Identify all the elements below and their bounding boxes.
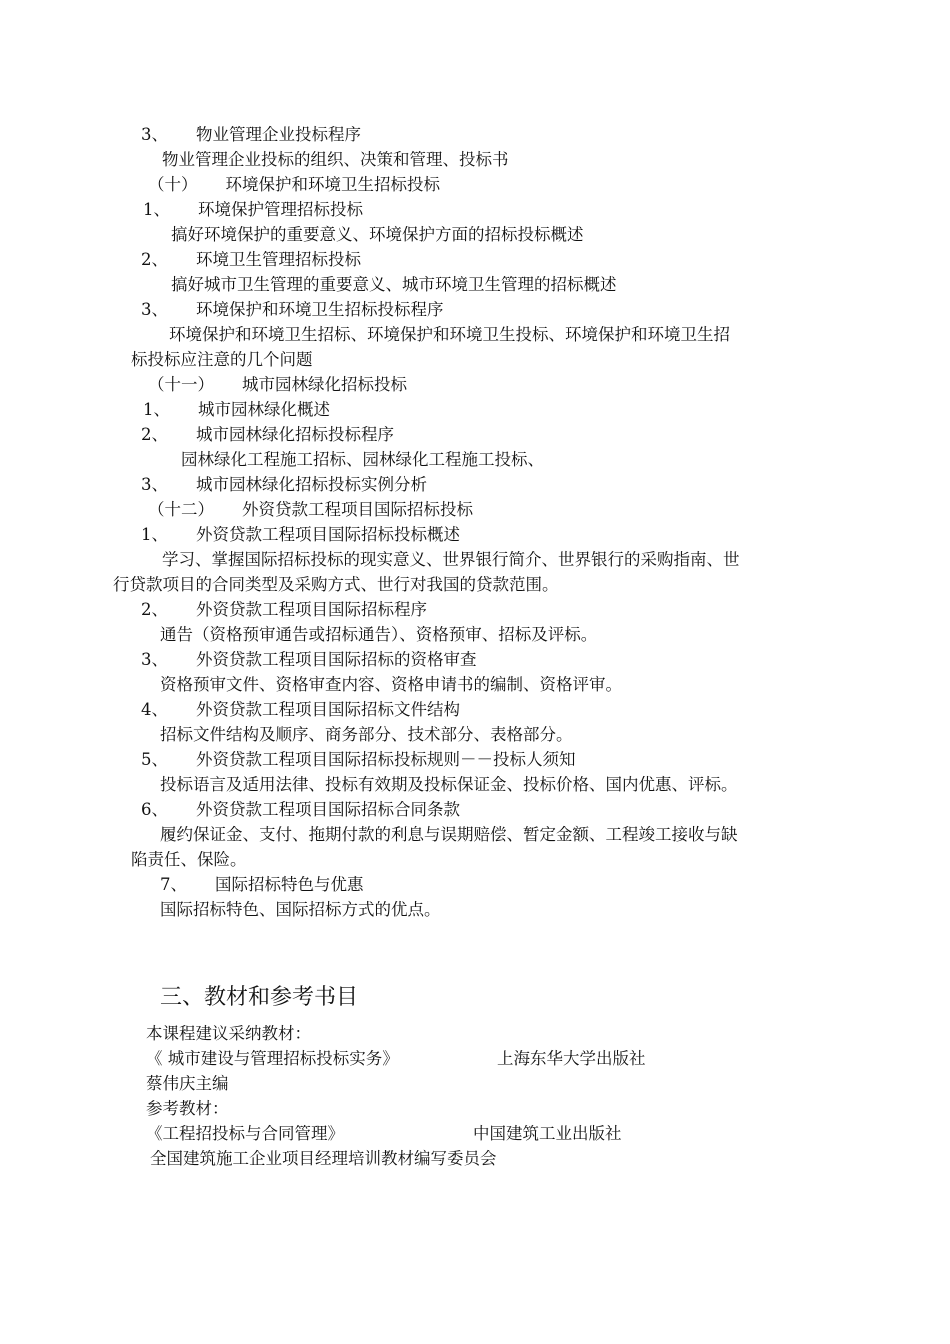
item-heading: 外资贷款工程项目国际招标文件结构: [196, 700, 460, 719]
chapter-title: 环境保护和环境卫生招标投标: [225, 175, 440, 194]
item-1-landscaping-overview: [143, 398, 330, 422]
item-number: 4、: [141, 700, 168, 719]
item-number: 1、: [141, 525, 168, 544]
item-3-env-procedure: [141, 298, 444, 322]
item-heading: 城市园林绿化招标投标实例分析: [196, 475, 427, 494]
chapter-11-heading: [148, 373, 407, 397]
item-3-property-bidding: [141, 123, 361, 147]
item-heading: 城市园林绿化概述: [198, 400, 330, 419]
book-2-publisher: 中国建筑工业出版社: [473, 1124, 622, 1143]
item-number: 7、: [160, 875, 187, 894]
item-6-intl-contract: [141, 798, 460, 822]
item-3-landscaping-case: [141, 473, 427, 497]
paragraph-text: 国际招标特色、国际招标方式的优点。: [160, 900, 441, 919]
paragraph-text-continued: 标投标应注意的几个问题: [131, 350, 313, 369]
paragraph-text: 招标文件结构及顺序、商务部分、技术部分、表格部分。: [160, 725, 573, 744]
item-heading: 环境卫生管理招标投标: [196, 250, 361, 269]
item-4-intl-documents: [141, 698, 460, 722]
paragraph-text-continued: 行贷款项目的合同类型及采购方式、世行对我国的贷款范围。: [113, 575, 559, 594]
section-3-title: 三、教材和参考书目: [160, 985, 359, 1010]
chapter-title: 外资贷款工程项目国际招标投标: [242, 500, 473, 519]
paragraph-text: 投标语言及适用法律、投标有效期及投标保证金、投标价格、国内优惠、评标。: [160, 775, 738, 794]
chapter-number: （十一）: [148, 375, 214, 394]
item-number: 6、: [141, 800, 168, 819]
item-heading: 外资贷款工程项目国际招标合同条款: [196, 800, 460, 819]
chapter-number: （十二）: [148, 500, 214, 519]
book-2-title: 《工程招投标与合同管理》: [146, 1124, 344, 1143]
item-heading: 国际招标特色与优惠: [215, 875, 364, 894]
item-1-env-protection: [143, 198, 363, 222]
item-heading: 外资贷款工程项目国际招标投标规则－－投标人须知: [196, 750, 576, 769]
item-number: 2、: [141, 425, 168, 444]
item-1-intl-overview: [141, 523, 460, 547]
item-heading: 外资贷款工程项目国际招标的资格审查: [196, 650, 477, 669]
paragraph-text: 物业管理企业投标的组织、决策和管理、投标书: [162, 150, 509, 169]
chapter-12-heading: [148, 498, 473, 522]
item-heading: 外资贷款工程项目国际招标投标概述: [196, 525, 460, 544]
item-heading: 环境保护和环境卫生招标投标程序: [196, 300, 444, 319]
item-2-landscaping-procedure: [141, 423, 394, 447]
paragraph-text: 园林绿化工程施工招标、园林绿化工程施工投标、: [181, 450, 544, 469]
paragraph-text: 环境保护和环境卫生招标、环境保护和环境卫生投标、环境保护和环境卫生招: [169, 325, 730, 344]
paragraph-text: 履约保证金、支付、拖期付款的利息与误期赔偿、暂定金额、工程竣工接收与缺: [160, 825, 738, 844]
item-number: 1、: [143, 400, 170, 419]
item-heading: 城市园林绿化招标投标程序: [196, 425, 394, 444]
paragraph-text: 搞好环境保护的重要意义、环境保护方面的招标投标概述: [171, 225, 584, 244]
paragraph-text: 搞好城市卫生管理的重要意义、城市环境卫生管理的招标概述: [171, 275, 617, 294]
chapter-10-heading: [148, 173, 440, 197]
paragraph-text: 通告（资格预审通告或招标通告）、资格预审、招标及评标。: [160, 625, 598, 644]
item-number: 3、: [141, 475, 168, 494]
item-2-intl-procedure: [141, 598, 427, 622]
item-number: 3、: [141, 300, 168, 319]
chapter-number: （十）: [148, 175, 198, 194]
chapter-title: 城市园林绿化招标投标: [242, 375, 407, 394]
item-3-intl-qualification: [141, 648, 477, 672]
item-number: 1、: [143, 200, 170, 219]
recommended-textbook-label: 本课程建议采纳教材：: [146, 1024, 311, 1043]
item-number: 2、: [141, 250, 168, 269]
reference-textbook-label: 参考教材：: [146, 1099, 229, 1118]
item-2-env-sanitation: [141, 248, 361, 272]
item-heading: 环境保护管理招标投标: [198, 200, 363, 219]
item-heading: 物业管理企业投标程序: [196, 125, 361, 144]
item-number: 2、: [141, 600, 168, 619]
item-7-intl-features: [160, 873, 364, 897]
paragraph-text-continued: 陷责任、保险。: [131, 850, 247, 869]
book-1-title: 《 城市建设与管理招标投标实务》: [146, 1049, 399, 1068]
item-number: 3、: [141, 650, 168, 669]
item-number: 5、: [141, 750, 168, 769]
book-1-editor: 蔡伟庆主编: [146, 1074, 229, 1093]
item-5-intl-rules: [141, 748, 576, 772]
paragraph-text: 学习、掌握国际招标投标的现实意义、世界银行简介、世界银行的采购指南、世: [162, 550, 740, 569]
paragraph-text: 资格预审文件、资格审查内容、资格申请书的编制、资格评审。: [160, 675, 622, 694]
item-heading: 外资贷款工程项目国际招标程序: [196, 600, 427, 619]
item-number: 3、: [141, 125, 168, 144]
book-2-editor: 全国建筑施工企业项目经理培训教材编写委员会: [150, 1149, 497, 1168]
book-1-publisher: 上海东华大学出版社: [497, 1049, 646, 1068]
